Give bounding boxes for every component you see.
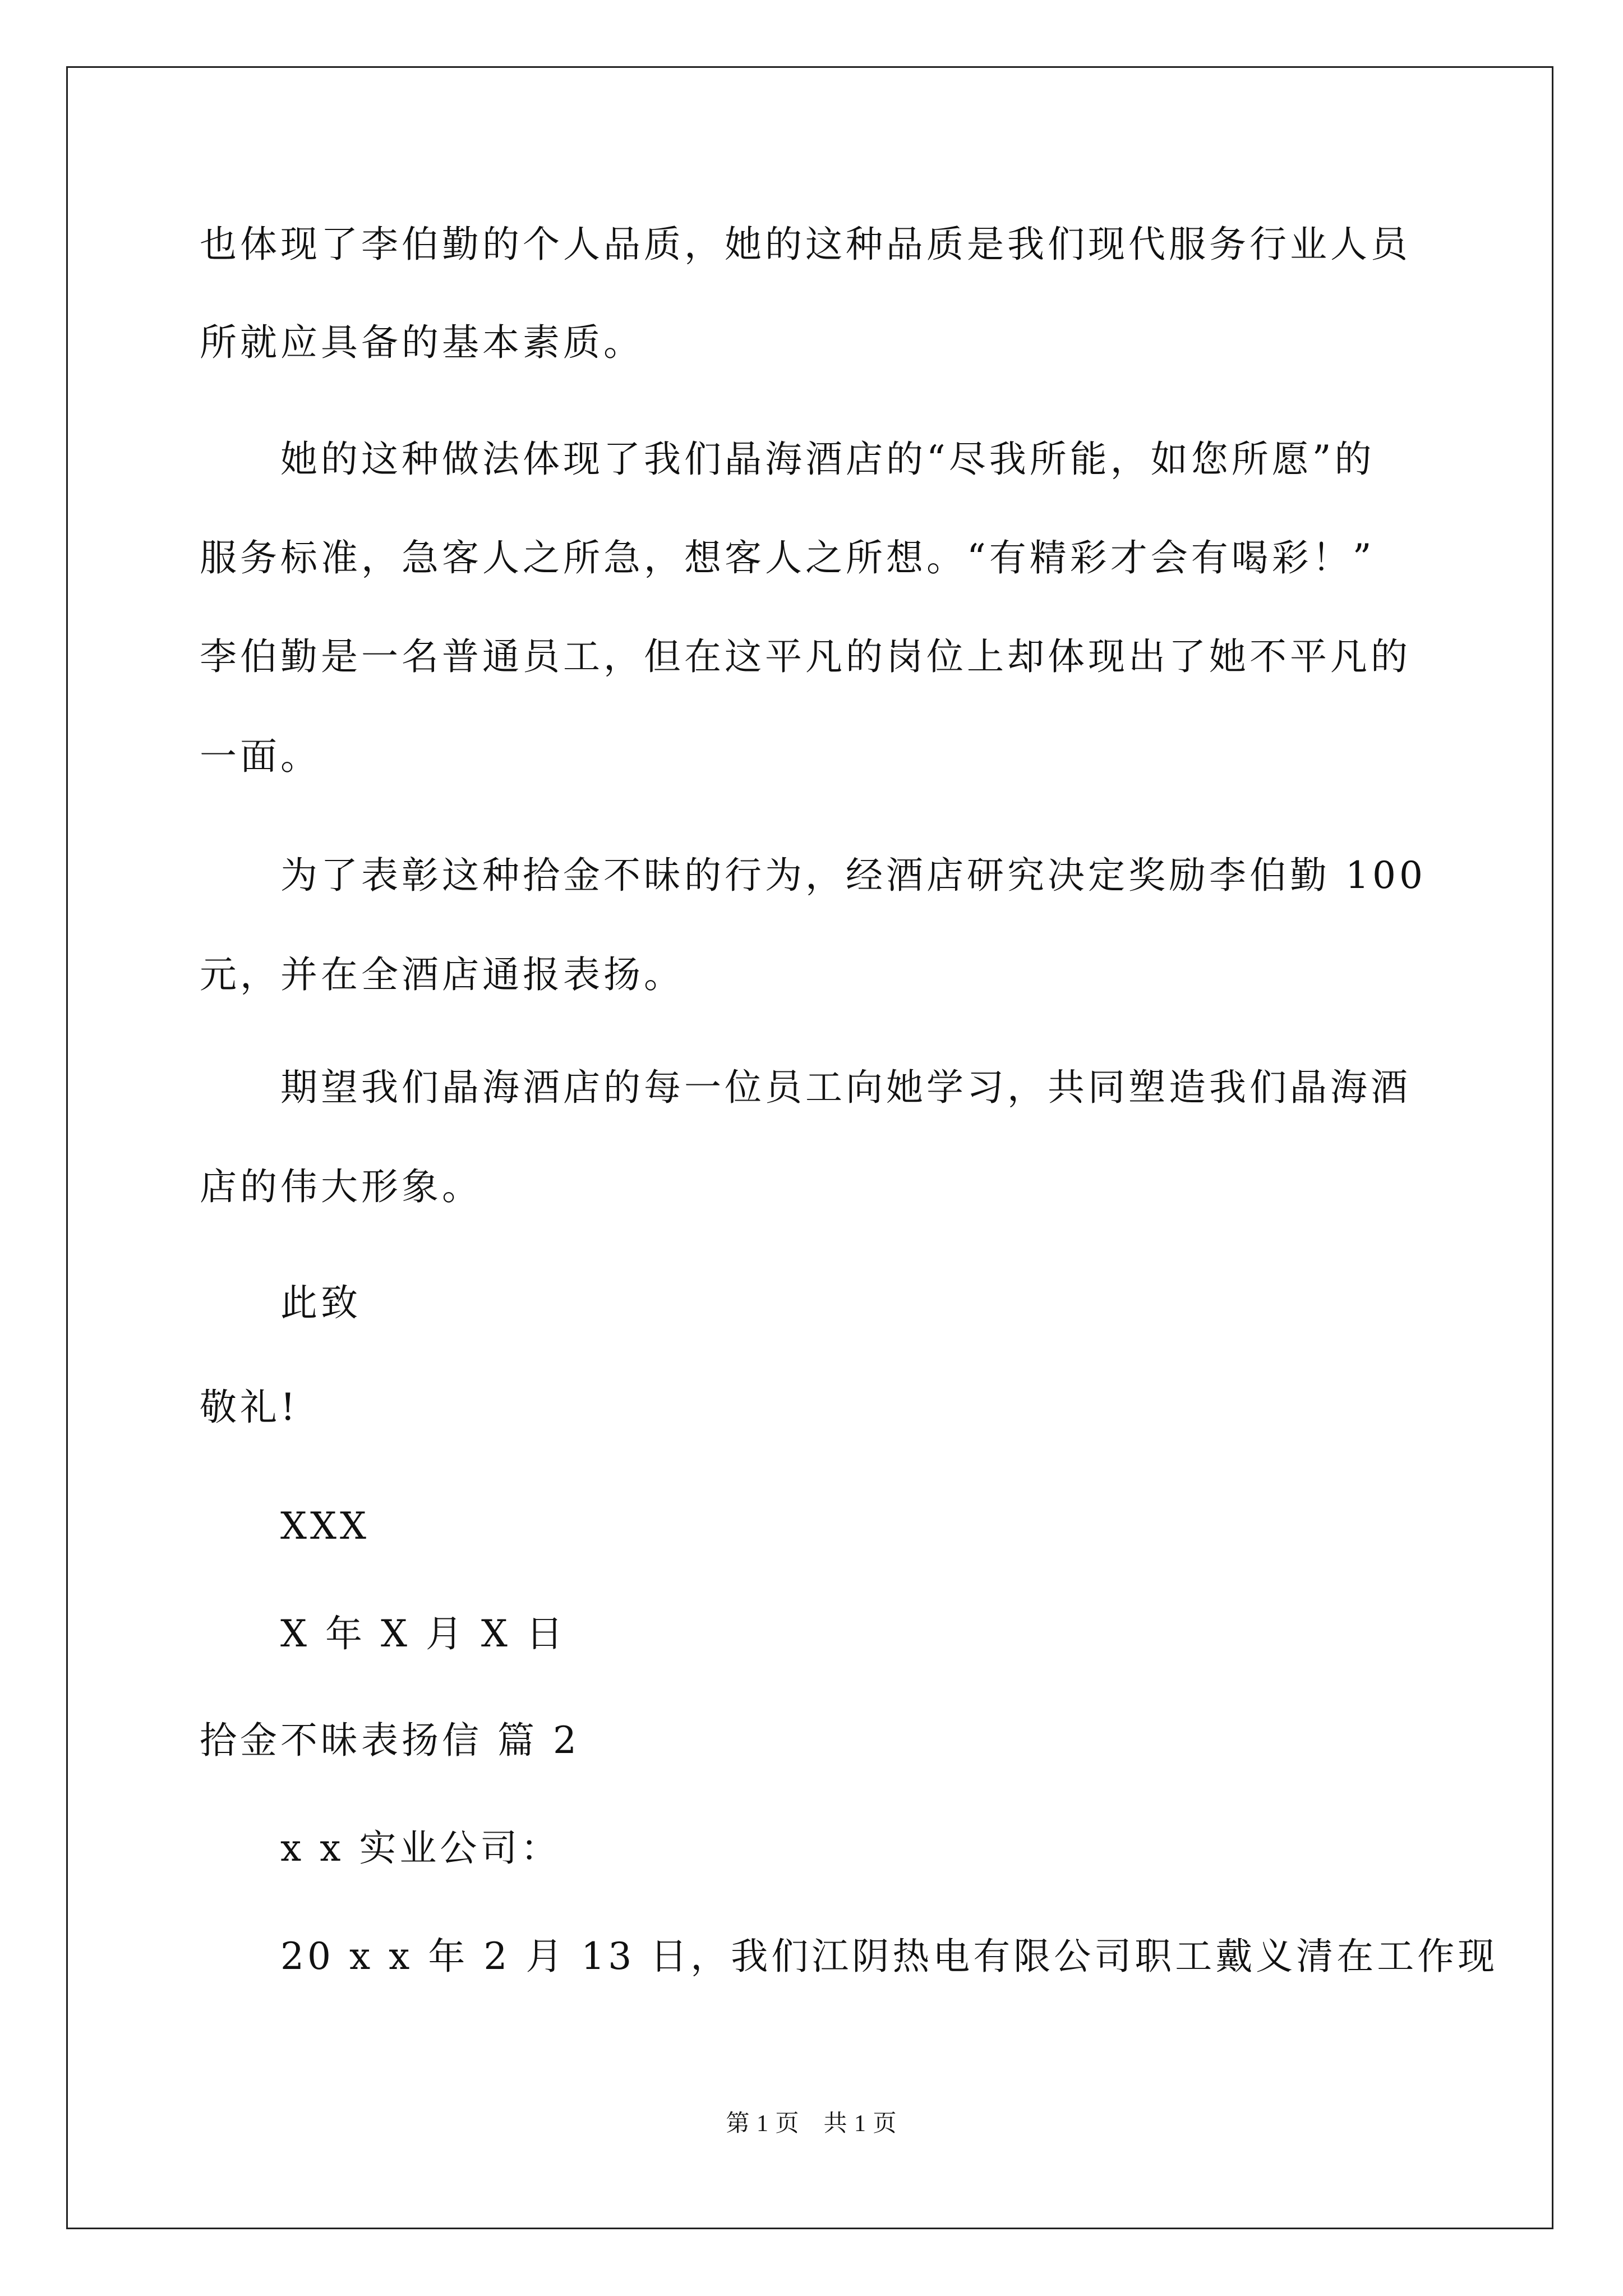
text-line: 期望我们晶海酒店的每一位员工向她学习，共同塑造我们晶海酒 bbox=[280, 1066, 1411, 1109]
text-line: 敬礼! bbox=[200, 1386, 299, 1429]
text-line: 20 x x 年 2 月 13 日，我们江阴热电有限公司职工戴义清在工作现 bbox=[280, 1935, 1498, 1978]
text-line: 此致 bbox=[280, 1281, 361, 1324]
text-line: 元，并在全酒店通报表扬。 bbox=[200, 953, 684, 996]
page-number-footer: 第 1 页 共 1 页 bbox=[726, 2111, 897, 2137]
page-border bbox=[66, 66, 1553, 2229]
text-line: 服务标准，急客人之所急，想客人之所想。“有精彩才会有喝彩！” bbox=[200, 536, 1375, 579]
text-line: x x 实业公司： bbox=[280, 1826, 561, 1870]
text-line: 她的这种做法体现了我们晶海酒店的“尽我所能，如您所愿”的 bbox=[280, 438, 1375, 481]
text-line: 李伯勤是一名普通员工，但在这平凡的岗位上却体现出了她不平凡的 bbox=[200, 635, 1411, 678]
text-line: 也体现了李伯勤的个人品质，她的这种品质是我们现代服务行业人员 bbox=[200, 223, 1411, 266]
text-line: 店的伟大形象。 bbox=[200, 1165, 482, 1208]
text-line: X 年 X 月 X 日 bbox=[280, 1612, 566, 1655]
text-line: 拾金不昧表扬信 篇 2 bbox=[200, 1719, 580, 1762]
text-line: 所就应具备的基本素质。 bbox=[200, 321, 644, 364]
text-line: 一面。 bbox=[200, 735, 321, 778]
text-line: 为了表彰这种拾金不昧的行为，经酒店研究决定奖励李伯勤 100 bbox=[280, 854, 1426, 897]
text-line: XXX bbox=[280, 1504, 370, 1548]
